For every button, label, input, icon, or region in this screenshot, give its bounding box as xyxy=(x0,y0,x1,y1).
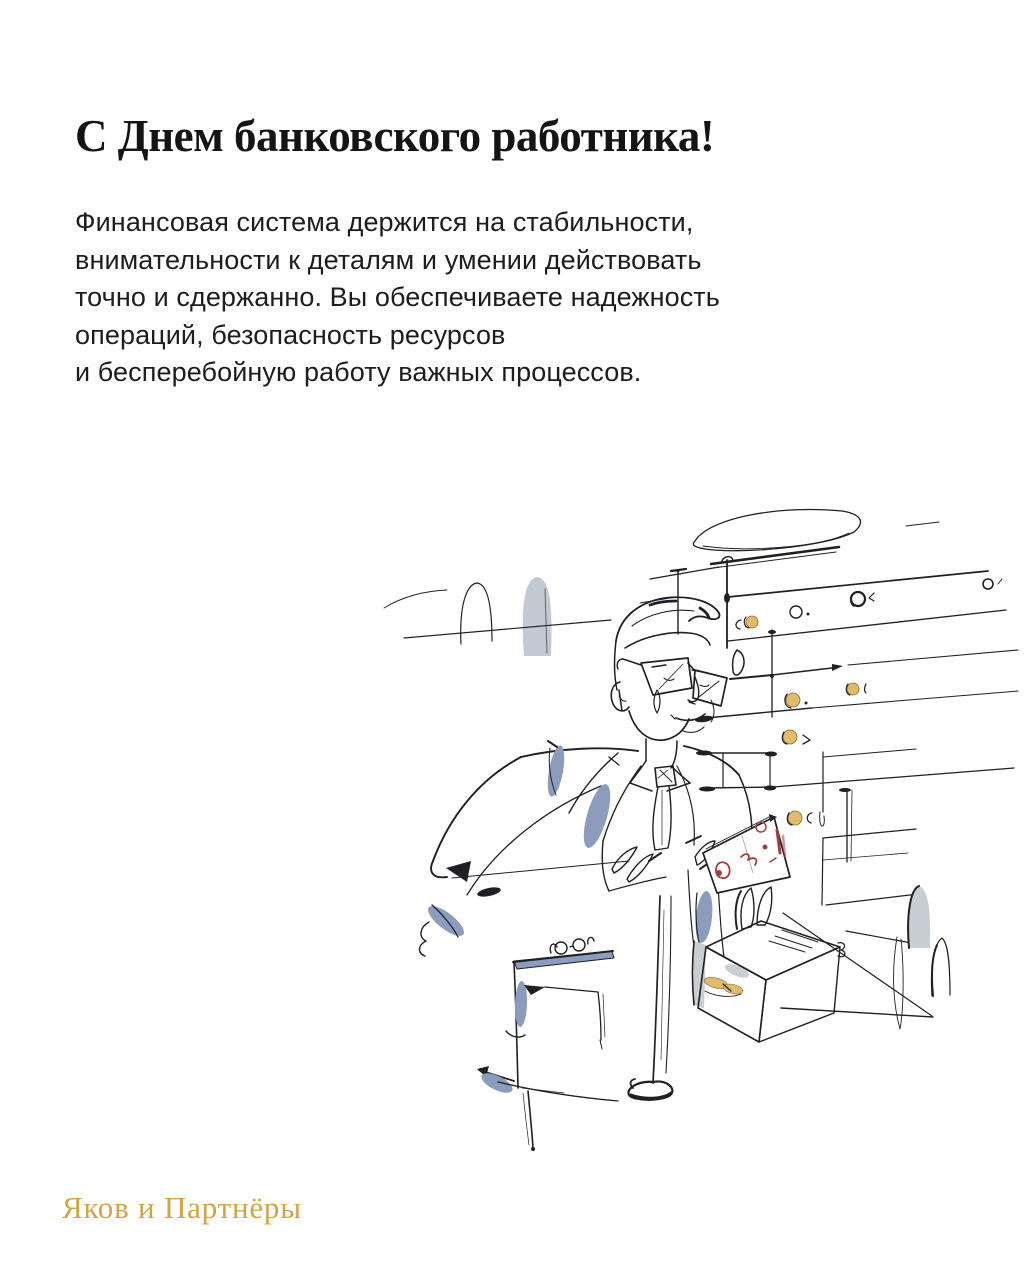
body-line: точно и сдержанно. Вы обеспечиваете надежность xyxy=(75,282,720,312)
stamped-paper xyxy=(703,814,790,893)
box-sketch xyxy=(693,887,845,1042)
right-arches-sketch xyxy=(781,886,950,1029)
body-line: внимательности к деталям и умении действовать xyxy=(75,244,702,275)
body-line: Финансовая система держится на стабильности, xyxy=(75,207,694,237)
shelves-sketch xyxy=(640,557,1018,905)
desk-sketch xyxy=(477,937,618,1151)
body-line: операций, безопасность ресурсов xyxy=(75,319,506,350)
page-title: С Днем банковского работника! xyxy=(75,111,715,161)
company-logo: Яков и Партнёры xyxy=(62,1190,302,1225)
glasses-sketch xyxy=(617,658,727,706)
body-line: и бесперебойную работу важных процессов. xyxy=(75,357,642,387)
